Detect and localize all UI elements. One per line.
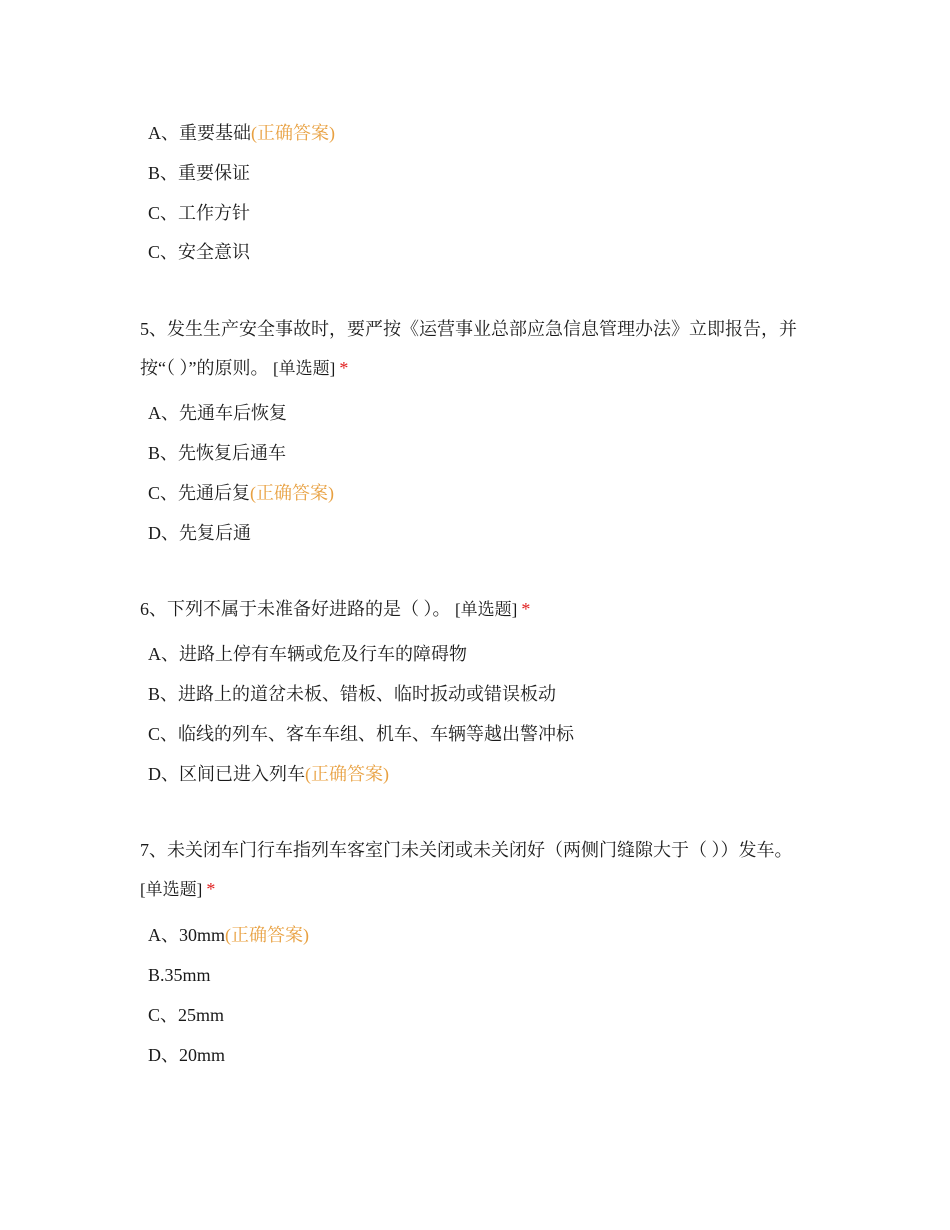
option-label: C、工作方针	[148, 203, 251, 223]
q5-option-b	[148, 441, 286, 465]
correct-answer-tag: (正确答案)	[250, 483, 335, 503]
q6-question	[140, 590, 800, 629]
option-label: D、区间已进入列车	[148, 764, 305, 784]
q4-option-c	[148, 201, 250, 225]
option-label: B.35mm	[148, 965, 211, 985]
option-label: A、重要基础	[148, 123, 251, 143]
q4-option-a	[148, 121, 335, 145]
q5-option-d	[148, 521, 251, 545]
option-label: C、先通后复	[148, 483, 251, 503]
question-type: [单选题]	[140, 880, 203, 899]
question-text: 5、发生生产安全事故时，要严按《运营事业总部应急信息管理办法》立即报告，并按“（ ）”的原则。	[140, 319, 797, 378]
q6-option-d	[148, 762, 389, 786]
required-marker: *	[521, 599, 531, 619]
q5-option-a	[148, 401, 287, 425]
option-label: C、安全意识	[148, 242, 251, 262]
option-label: D、20mm	[148, 1045, 226, 1065]
q7-option-c	[148, 1003, 224, 1027]
q4-option-b	[148, 161, 250, 185]
required-marker: *	[339, 358, 349, 378]
q6-option-a	[148, 642, 467, 666]
q6-option-b	[148, 682, 556, 706]
option-label: A、进路上停有车辆或危及行车的障碍物	[148, 644, 467, 664]
question-type: [单选题]	[272, 359, 336, 378]
option-label: C、25mm	[148, 1005, 225, 1025]
q6-option-c	[148, 722, 574, 746]
q7-option-b	[148, 963, 211, 987]
correct-answer-tag: (正确答案)	[251, 123, 335, 143]
question-type: [单选题]	[455, 600, 518, 619]
q7-option-a	[148, 923, 309, 947]
option-label: C、临线的列车、客车车组、机车、车辆等越出警冲标	[148, 724, 575, 744]
option-label: D、先复后通	[148, 523, 251, 543]
q4-option-d	[148, 240, 250, 264]
q7-question	[140, 831, 800, 909]
correct-answer-tag: (正确答案)	[305, 764, 389, 784]
correct-answer-tag: (正确答案)	[225, 925, 310, 945]
option-label: A、先通车后恢复	[148, 403, 287, 423]
question-text: 7、未关闭车门行车指列车客室门未关闭或未关闭好（两侧门缝隙大于（ ））发车。	[140, 840, 793, 860]
option-label: A、30mm	[148, 925, 226, 945]
q5-question	[140, 310, 800, 388]
q7-option-d	[148, 1043, 225, 1067]
option-label: B、重要保证	[148, 163, 251, 183]
required-marker: *	[206, 879, 216, 899]
option-label: B、进路上的道岔未板、错板、临时扳动或错误板动	[148, 684, 557, 704]
q5-option-c	[148, 481, 334, 505]
question-text: 6、下列不属于未准备好进路的是（ ）。	[140, 599, 451, 619]
option-label: B、先恢复后通车	[148, 443, 287, 463]
